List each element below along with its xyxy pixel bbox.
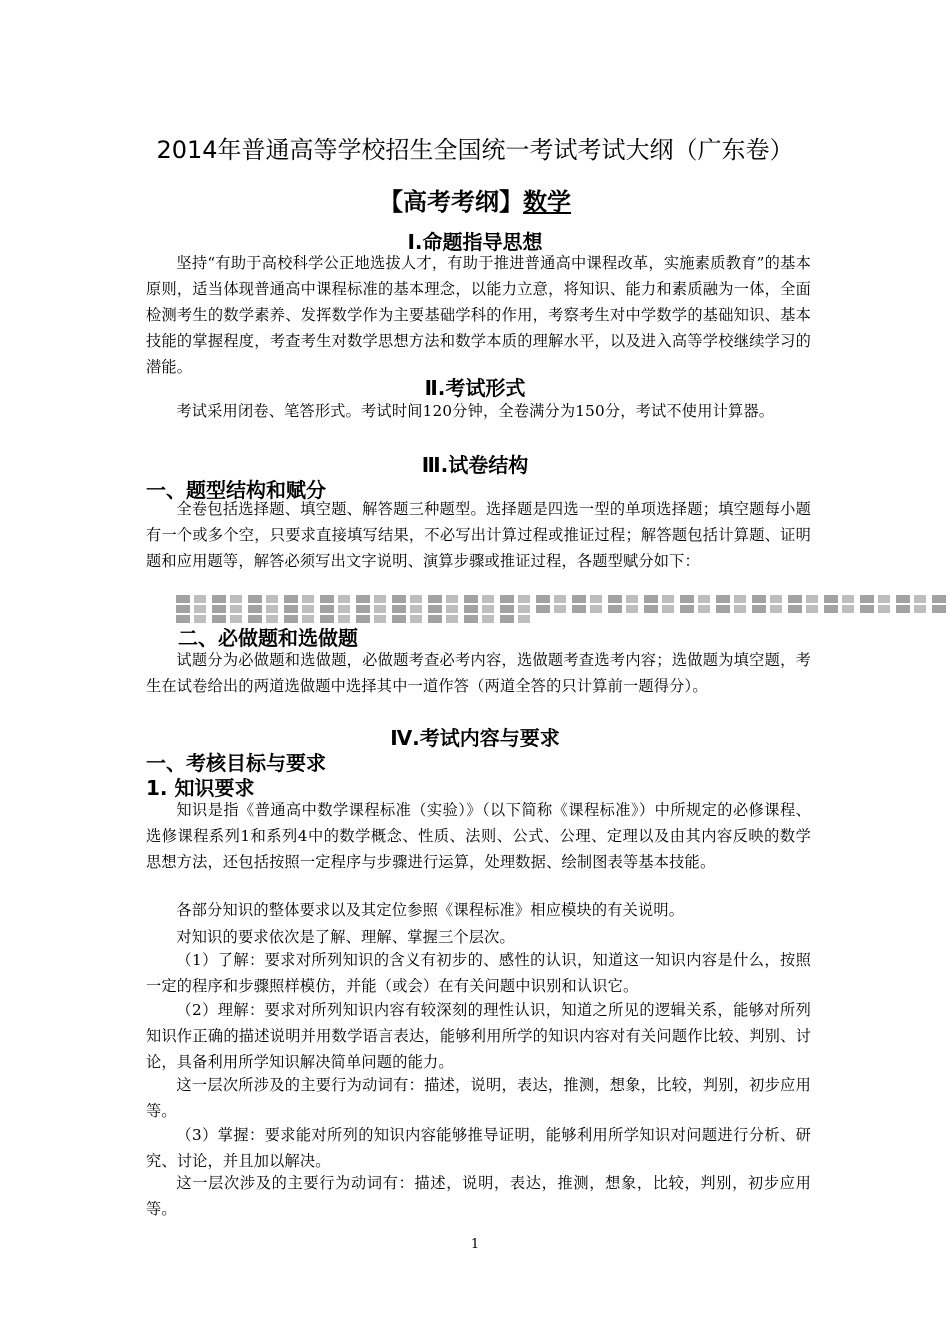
section-3-subheading-2: 二、必做题和选做题 — [178, 626, 358, 650]
section-4-paragraph-5: （2）理解：要求对所列知识内容有较深刻的理性认识，知道之所见的逻辑关系，能够对所列知识作正确的描述说明并用数学语言表达，能够利用所学的知识内容对有关问题作比较、判别、讨论，具备利用所学知识解决简单问题的能力。 — [146, 1001, 811, 1071]
document-title: 2014年普通高等学校招生全国统一考试考试大纲（广东卷） — [156, 136, 794, 164]
document-subtitle — [0, 182, 950, 217]
section-4-paragraph-7: （3）掌握：要求能对所列的知识内容能够推导证明，能够利用所学知识对问题进行分析、研究、讨论，并且加以解决。 — [146, 1126, 811, 1170]
section-2-paragraph: 考试采用闭卷、笔答形式。考试时间120分钟，全卷满分为150分，考试不使用计算器。 — [176, 402, 775, 420]
section-heading-1: Ⅰ.命题指导思想 — [407, 230, 543, 254]
section-heading-4: Ⅳ.考试内容与要求 — [390, 726, 560, 750]
section-4-paragraph-3: 对知识的要求依次是了解、理解、掌握三个层次。 — [176, 928, 515, 946]
page-number: 1 — [470, 1237, 480, 1252]
section-4-paragraph-2: 各部分知识的整体要求以及其定位参照《课程标准》相应模块的有关说明。 — [176, 901, 685, 919]
section-3-paragraph-2: 试题分为必做题和选做题，必做题考查必考内容，选做题考查选考内容；选做题为填空题，考生在试卷给出的两道选做题中选择其中一道作答（两道全答的只计算前一题得分）。 — [146, 651, 811, 695]
section-3-subheading-1: 一、题型结构和赋分 — [146, 478, 326, 502]
section-heading-3: Ⅲ.试卷结构 — [421, 453, 529, 477]
section-4-paragraph-6: 这一层次所涉及的主要行为动词有：描述，说明，表达，推测，想象，比较，判别，初步应用等。 — [146, 1076, 811, 1120]
section-4-subheading-2: 1. 知识要求 — [146, 776, 255, 800]
subtitle-prefix: 【高考考纲】 — [379, 188, 523, 216]
section-3-paragraph-1: 全卷包括选择题、填空题、解答题三种题型。选择题是四选一型的单项选择题；填空题每小题有一个或多个空，只要求直接填写结果，不必写出计算过程或推证过程；解答题包括计算题、证明题和应用题等，解答必须写出文字说明、演算步骤或推证过程，各题型赋分如下： — [146, 500, 811, 570]
section-4-paragraph-1: 知识是指《普通高中数学课程标准（实验）》（以下简称《课程标准》）中所规定的必修课程、选修课程系列1和系列4中的数学概念、性质、法则、公式、公理、定理以及由其内容反映的数学思想方法，还包括按照一定程序与步骤进行运算，处理数据、绘制图表等基本技能。 — [146, 801, 811, 871]
section-4-paragraph-8: 这一层次涉及的主要行为动词有：描述，说明，表达，推测，想象，比较，判别，初步应用等。 — [146, 1174, 811, 1218]
section-4-subheading-1: 一、考核目标与要求 — [146, 751, 326, 775]
subtitle-subject: 数学 — [523, 188, 571, 216]
section-4-paragraph-4: （1）了解：要求对所列知识的含义有初步的、感性的认识，知道这一知识内容是什么，按照一定的程序和步骤照样模仿，并能（或会）在有关问题中识别和认识它。 — [146, 951, 811, 995]
section-heading-2: Ⅱ.考试形式 — [424, 376, 526, 400]
section-1-paragraph: 坚持“有助于高校科学公正地选拔人才，有助于推进普通高中课程改革，实施素质教育”的基本原则，适当体现普通高中课程标准的基本理念，以能力立意，将知识、能力和素质融为一体，全面检测考生的数学素养、发挥数学作为主要基础学科的作用，考察考生对中学数学的基础知识、基本技能的掌握程度，考查考生对数学思想方法和数学本质的理解水平，以及进入高等学校继续学习的潜能。 — [146, 254, 811, 376]
blurred-score-table — [176, 593, 950, 623]
